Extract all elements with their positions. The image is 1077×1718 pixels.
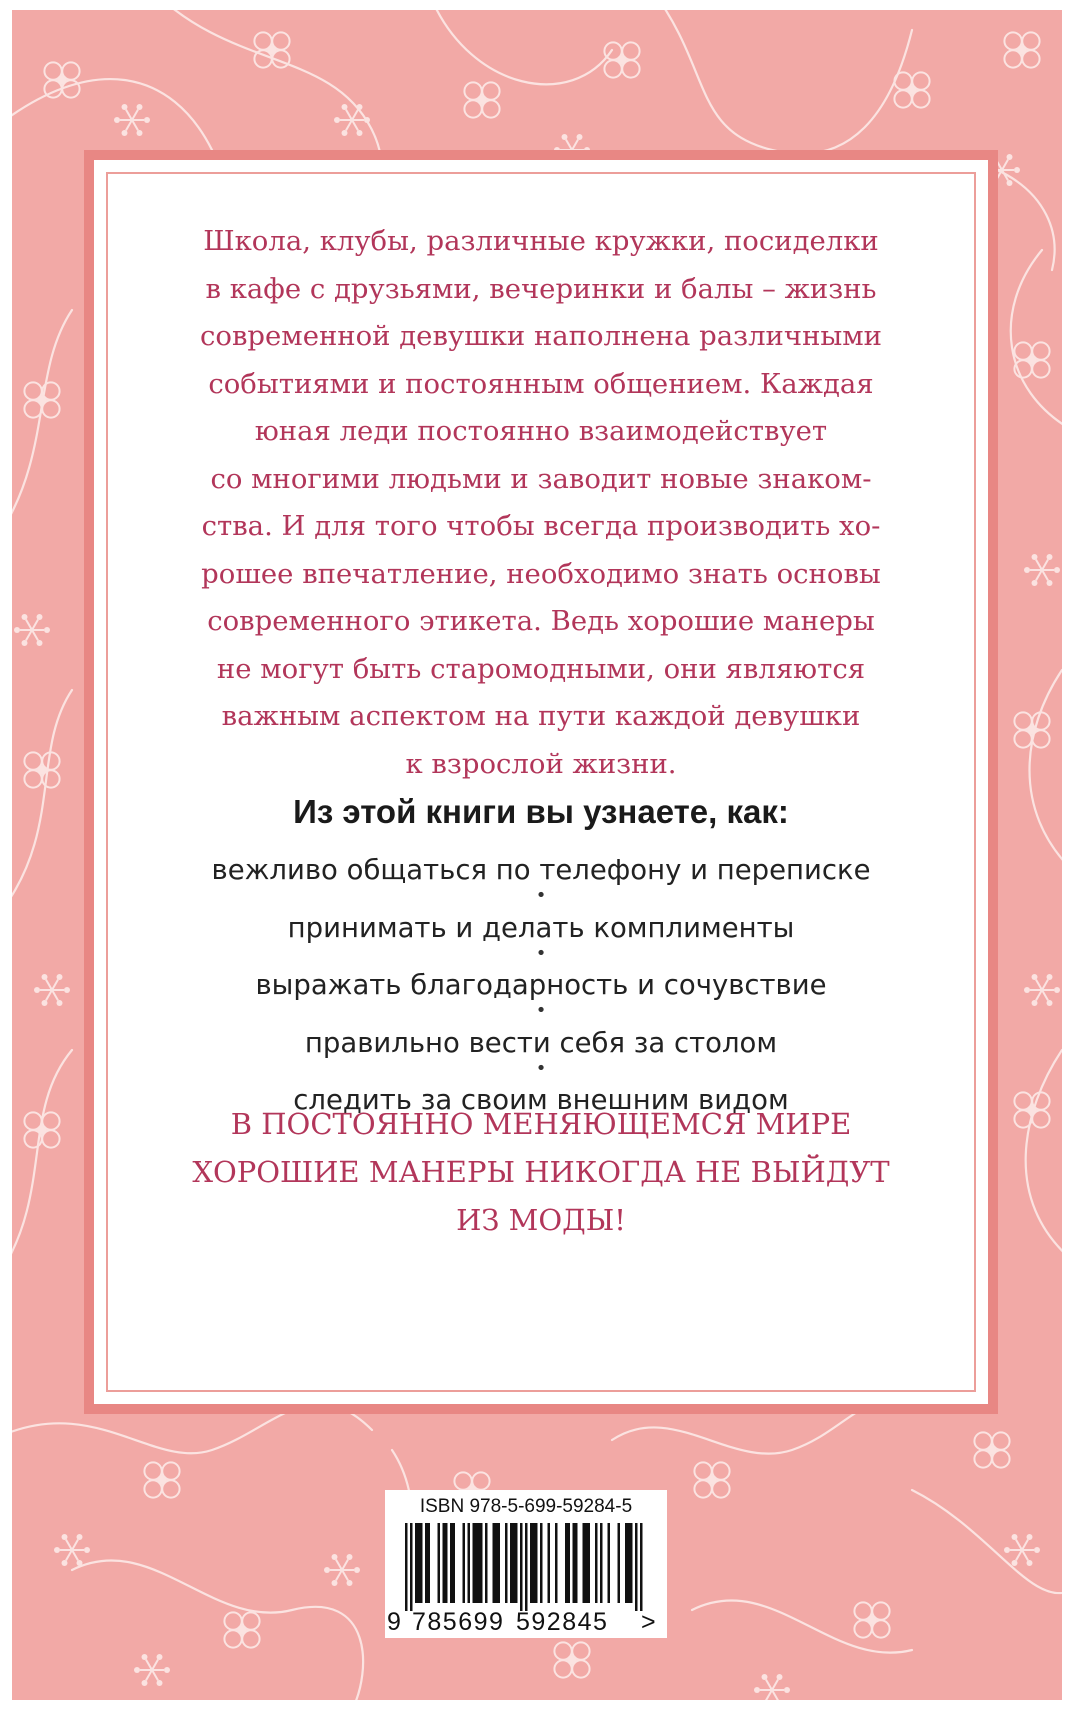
barcode-bar — [410, 1523, 413, 1611]
barcode-bar — [480, 1523, 483, 1603]
barcode-bar — [575, 1523, 578, 1603]
barcode-bar — [405, 1523, 408, 1611]
barcode-bar — [565, 1523, 568, 1603]
vine-swirl-icon — [432, 10, 612, 84]
barcode-bar — [473, 1523, 476, 1603]
isbn-label: ISBN 978-5-699-59284-5 — [419, 1496, 633, 1517]
vine-swirl-icon — [652, 10, 912, 154]
barcode-bar — [468, 1523, 471, 1603]
list-item — [94, 850, 988, 908]
list-item — [94, 908, 988, 966]
barcode-bar — [548, 1523, 551, 1603]
sprig-ornament-icon — [1024, 974, 1060, 1006]
barcode-bar — [513, 1523, 516, 1603]
intro-line: Школа, клубы, различные кружки, посиделки — [203, 225, 879, 257]
intro-line: современного этикета. Ведь хорошие манеры — [207, 605, 875, 637]
flower-ornament-icon — [1004, 32, 1039, 67]
flower-ornament-icon — [1014, 1092, 1049, 1127]
vine-swirl-icon — [1011, 250, 1062, 430]
list-item-text: выражать благодарность и сочувствие — [255, 969, 827, 1001]
barcode-bar — [525, 1523, 528, 1611]
barcode-bar — [498, 1523, 501, 1603]
intro-line: не могут быть старомодными, они являются — [216, 652, 866, 685]
list-item-text: правильно вести себя за столом — [304, 1026, 778, 1059]
barcode-bar — [485, 1523, 488, 1603]
barcode-bar — [618, 1523, 621, 1603]
intro-line: современной девушки наполнена различными — [199, 320, 883, 352]
vine-swirl-icon — [12, 1050, 72, 1270]
intro-line: со многими людьми и заводит новые знаком- — [210, 462, 872, 495]
barcode-digit-group-right: 592845 — [516, 1608, 609, 1636]
barcode-bar — [568, 1523, 571, 1603]
flower-ornament-icon — [854, 1602, 889, 1637]
flower-ornament-icon — [144, 1462, 179, 1497]
learn-heading: Из этой книги вы узнаете, как: — [293, 793, 789, 830]
barcode-bar — [453, 1523, 456, 1603]
slogan-line: ИЗ МОДЫ! — [456, 1203, 626, 1237]
barcode-bar — [478, 1523, 481, 1603]
barcode-bar — [530, 1523, 533, 1603]
barcode-bar — [463, 1523, 466, 1603]
sprig-ornament-icon — [1024, 554, 1060, 586]
sprig-ornament-icon — [324, 1554, 360, 1586]
intro-line: рошее впечатление, необходимо знать основы — [201, 557, 881, 590]
barcode-box — [385, 1490, 667, 1638]
barcode-bar — [628, 1523, 631, 1603]
intro-line: к взрослой жизни. — [405, 747, 677, 780]
intro-line: важным аспектом на пути каждой девушки — [221, 700, 861, 732]
flower-ornament-icon — [224, 1612, 259, 1647]
learn-list — [94, 850, 988, 1138]
vine-swirl-icon — [12, 690, 72, 910]
barcode-bar — [635, 1523, 638, 1611]
flower-ornament-icon — [974, 1432, 1009, 1467]
intro-paragraph — [118, 218, 964, 788]
flower-ornament-icon — [1014, 712, 1049, 747]
bullet-icon: • — [535, 942, 547, 964]
vine-swirl-icon — [12, 310, 72, 530]
intro-line: ства. И для того чтобы всегда производить хо- — [201, 510, 881, 542]
barcode-bar — [583, 1523, 586, 1603]
bullet-icon: • — [535, 885, 547, 906]
vine-swirl-icon — [72, 1560, 363, 1700]
flower-ornament-icon — [894, 72, 929, 107]
barcode-bar — [425, 1523, 428, 1603]
vine-swirl-icon — [692, 1600, 912, 1652]
barcode-bar — [625, 1523, 628, 1603]
barcode-bars — [397, 1523, 655, 1611]
flower-ornament-icon — [24, 382, 59, 417]
slogan-line: ХОРОШИЕ МАНЕРЫ НИКОГДА НЕ ВЫЙДУТ — [192, 1155, 890, 1189]
list-item-text: принимать и делать комплименты — [287, 911, 795, 944]
barcode-bar — [443, 1523, 446, 1603]
flower-ornament-icon — [554, 1642, 589, 1677]
barcode-bar — [493, 1523, 496, 1603]
list-item-text: вежливо общаться по телефону и переписке — [211, 854, 871, 886]
barcode-digit-group-left: 785699 — [412, 1608, 505, 1636]
barcode-bar — [600, 1523, 603, 1603]
barcode-bar — [415, 1523, 418, 1603]
barcode-bar — [475, 1523, 478, 1603]
list-item — [94, 965, 988, 1023]
flower-ornament-icon — [604, 42, 639, 77]
flower-ornament-icon — [24, 1112, 59, 1147]
barcode-bar — [420, 1523, 423, 1603]
sprig-ornament-icon — [34, 974, 70, 1006]
barcode-bar — [535, 1523, 538, 1603]
barcode-bar — [640, 1523, 643, 1611]
barcode-digit-first: 9 — [387, 1608, 401, 1636]
barcode-bar — [520, 1523, 523, 1611]
vine-swirl-icon — [1026, 1050, 1062, 1260]
barcode-bar — [428, 1523, 431, 1603]
intro-line: в кафе с друзьями, вечеринки и балы – жизнь — [205, 272, 877, 305]
sprig-ornament-icon — [334, 104, 370, 136]
barcode-bar — [585, 1523, 588, 1603]
bullet-icon: • — [535, 1057, 547, 1079]
bullet-icon: • — [535, 1000, 547, 1021]
barcode-bar — [573, 1523, 576, 1603]
flower-ornament-icon — [24, 752, 59, 787]
barcode-bar — [630, 1523, 633, 1603]
list-item-text: следить за своим внешним видом — [293, 1084, 789, 1116]
sprig-ornament-icon — [114, 104, 150, 136]
sprig-ornament-icon — [754, 1674, 790, 1700]
intro-line: событиями и постоянным общением. Каждая — [208, 367, 874, 400]
barcode-bar — [418, 1523, 421, 1603]
slogan-line: В ПОСТОЯННО МЕНЯЮЩЕМСЯ МИРЕ — [230, 1107, 852, 1141]
flower-ornament-icon — [464, 82, 499, 117]
book-back-cover — [12, 10, 1062, 1700]
barcode-bar — [515, 1523, 518, 1603]
barcode-bar — [495, 1523, 498, 1603]
barcode-bar — [588, 1523, 591, 1603]
barcode-bar — [450, 1523, 453, 1603]
sprig-ornament-icon — [14, 614, 50, 646]
barcode-bar — [533, 1523, 536, 1603]
intro-line: юная леди постоянно взаимодействует — [254, 415, 828, 447]
barcode-bar — [595, 1523, 598, 1603]
barcode-bar — [438, 1523, 441, 1603]
sprig-ornament-icon — [54, 1534, 90, 1566]
flower-ornament-icon — [694, 1462, 729, 1497]
barcode-quiet-zone-mark: > — [641, 1608, 656, 1636]
text-panel — [94, 160, 988, 1404]
vine-swirl-icon — [912, 1490, 1062, 1593]
barcode-bar — [555, 1523, 558, 1603]
barcode-bar — [510, 1523, 513, 1603]
slogan — [94, 1100, 988, 1244]
barcode-bar — [608, 1523, 611, 1603]
sprig-ornament-icon — [1004, 1534, 1040, 1566]
vine-swirl-icon — [1030, 670, 1063, 870]
barcode-bar — [445, 1523, 448, 1603]
sprig-ornament-icon — [134, 1654, 170, 1686]
list-item — [94, 1023, 988, 1081]
barcode-bar — [540, 1523, 543, 1603]
barcode-bar — [505, 1523, 508, 1603]
